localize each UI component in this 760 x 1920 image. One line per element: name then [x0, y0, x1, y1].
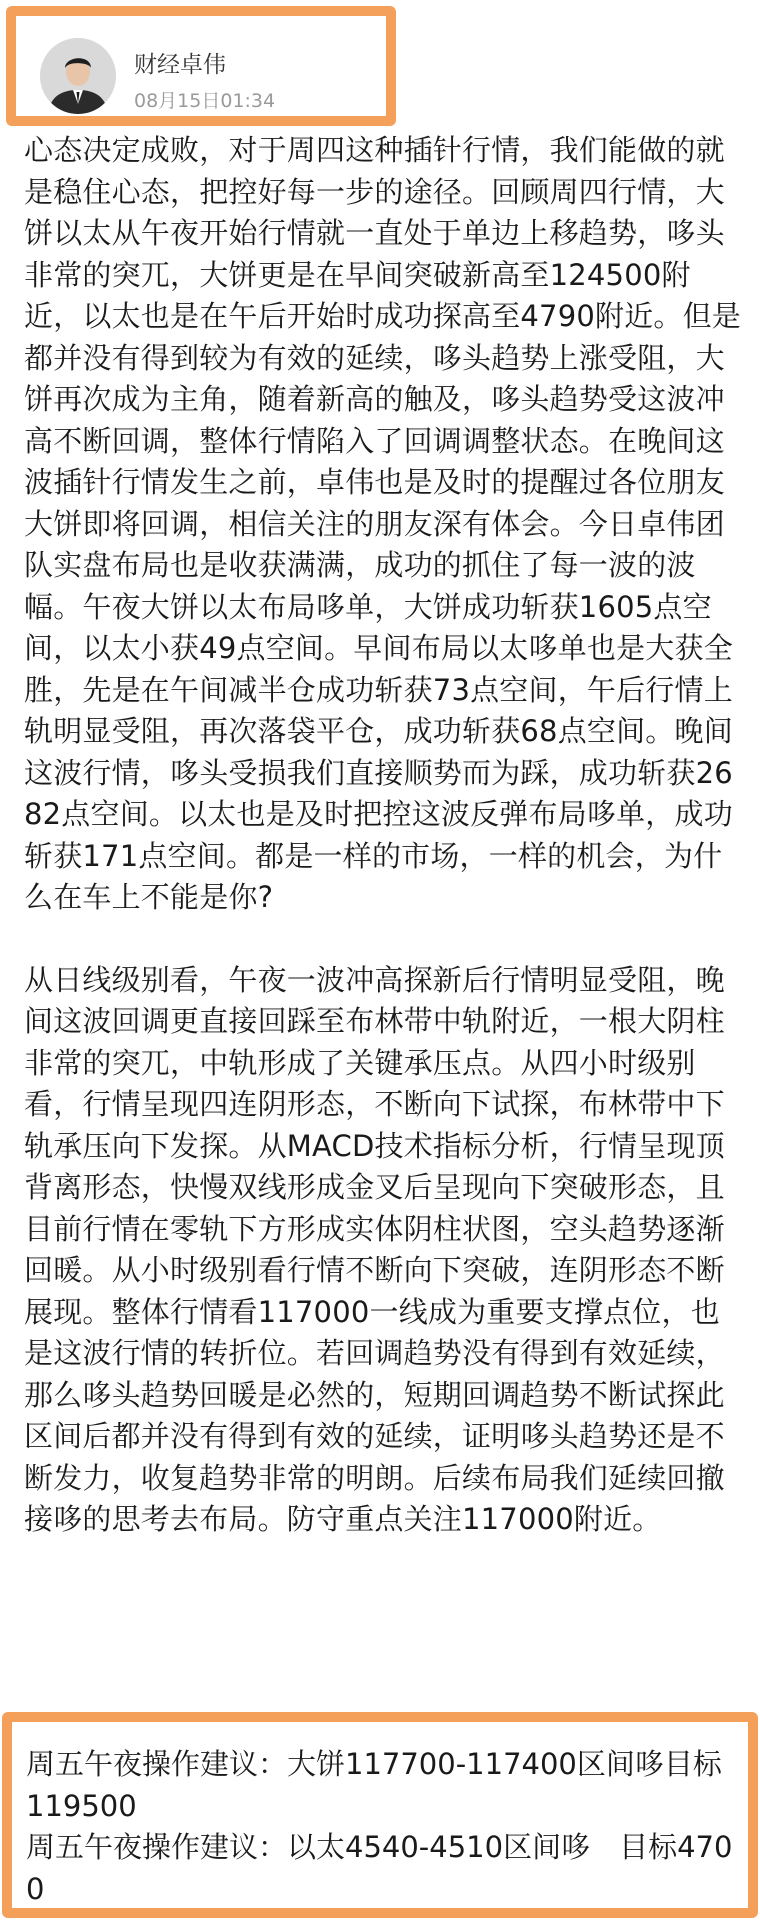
article-body	[24, 130, 742, 1541]
trading-advice-box	[2, 1712, 758, 1918]
article-paragraph-1: 心态决定成败，对于周四这种插针行情，我们能做的就是稳住心态，把控好每一步的途径。回顾周四行情，大饼以太从午夜开始行情就一直处于单边上移趋势，哆头非常的突兀，大饼更是在早间突破新高至124500附近，以太也是在午后开始时成功探高至4790附近。但是都并没有得到较为有效的延续，哆头趋势上涨受阻，大饼再次成为主角，随着新高的触及，哆头趋势受这波冲高不断回调，整体行情陷入了回调调整状态。在晚间这波插针行情发生之前，卓伟也是及时的提醒过各位朋友大饼即将回调，相信关注的朋友深有体会。今日卓伟团队实盘布局也是收获满满，成功的抓住了每一波的波幅。午夜大饼以太布局哆单，大饼成功斩获1605点空间，以太小获49点空间。早间布局以太哆单也是大获全胜，先是在午间减半仓成功斩获73点空间，午后行情上轨明显受阻，再次落袋平仓，成功斩获68点空间。晚间这波行情，哆头受损我们直接顺势而为踩，成功斩获2682点空间。以太也是及时把控这波反弹布局哆单，成功斩获171点空间。都是一样的市场，一样的机会，为什么在车上不能是你?	[24, 133, 742, 914]
article-paragraph-2: 从日线级别看，午夜一波冲高探新后行情明显受阻，晚间这波回调更直接回踩至布林带中轨附近，一根大阴柱非常的突兀，中轨形成了关键承压点。从四小时级别看，行情呈现四连阴形态，不断向下试探，布林带中下轨承压向下发探。从MACD技术指标分析，行情呈现顶背离形态，快慢双线形成金叉后呈现向下突破形态，且目前行情在零轨下方形成实体阴柱状图，空头趋势逐渐回暖。从小时级别看行情不断向下突破，连阴形态不断展现。整体行情看117000一线成为重要支撑点位，也是这波行情的转折位。若回调趋势没有得到有效延续，那么哆头趋势回暖是必然的，短期回调趋势不断试探此区间后都并没有得到有效的延续，证明哆头趋势还是不断发力，收复趋势非常的明朗。后续布局我们延续回撤接哆的思考去布局。防守重点关注117000附近。	[24, 962, 725, 1536]
author-header	[6, 6, 396, 126]
post-timestamp: 08月15日01:34	[134, 90, 276, 112]
advice-line-eth: 周五午夜操作建议：以太4540-4510区间哆 目标4700	[26, 1830, 733, 1906]
trading-advice-content	[26, 1744, 740, 1910]
person-avatar-icon	[40, 38, 116, 114]
avatar[interactable]	[40, 38, 116, 114]
paragraph-spacer	[24, 919, 742, 960]
advice-line-btc: 周五午夜操作建议：大饼117700-117400区间哆目标119500	[26, 1747, 722, 1823]
author-name[interactable]: 财经卓伟	[134, 52, 226, 78]
